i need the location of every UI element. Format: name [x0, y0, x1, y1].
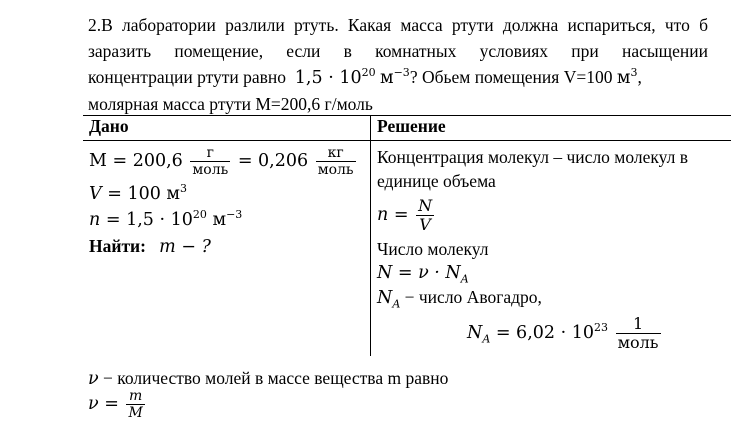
- solution-count-text: Число молекул: [377, 239, 489, 259]
- nu-formula: ν = $\frac{m}{M}$: [88, 388, 143, 421]
- problem-line-2: заразить помещение, если в комнатных условиях при насыщении: [88, 41, 708, 61]
- given-concentration: $n = 1,5 \cdot 10^{20}$ $м^{-3}$: [89, 208, 243, 230]
- solution-concentration-text-1: Концентрация молекул – число молекул в: [377, 147, 689, 167]
- solution-n-formula: n = $\frac{N}{V}$: [377, 196, 433, 234]
- solution-concentration-text-2: единице объема: [377, 171, 496, 191]
- problem-statement: [88, 12, 708, 117]
- given-find: Найти: m − ?: [89, 236, 211, 257]
- problem-line-1: 2.В лаборатории разлили ртуть. Какая масса ртути должна испариться, что б: [88, 15, 708, 35]
- solution-cell: [371, 141, 732, 357]
- solution-table: [83, 115, 731, 356]
- solution-avogadro-value: $N_A = 6,02 \cdot 10^{23}$ $\frac{1}{\text{моль}}$: [467, 314, 659, 352]
- solution-avogadro-text: $N_A$ − число Авогадро,: [377, 287, 542, 311]
- given-cell: [83, 141, 371, 357]
- header-given: Дано: [83, 116, 371, 141]
- header-solution: Решение: [371, 116, 732, 141]
- given-molar-mass: M = 200,6 $\frac{г}{\text{моль}}$ = 0,206 $\frac{кг}{\text{моль}}$: [89, 145, 354, 178]
- solution-N-formula: $N = \nu \cdot N_A$: [377, 263, 469, 286]
- problem-line-4: молярная масса ртути M=200,6 г/моль: [88, 94, 373, 114]
- problem-line-3: концентрации ртути равно $1,5 \cdot 10^{20}$ $м^{-3}$? Обьем помещения V=100 $м^3$,: [88, 66, 642, 88]
- nu-definition: ν − количество молей в массе вещества m равно: [88, 368, 449, 389]
- given-volume: V = 100 $м^3$: [89, 182, 188, 204]
